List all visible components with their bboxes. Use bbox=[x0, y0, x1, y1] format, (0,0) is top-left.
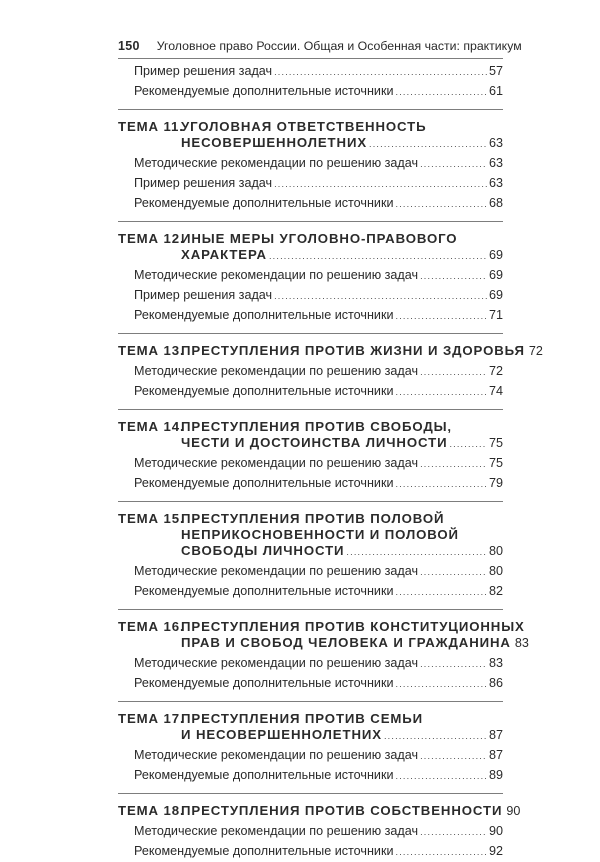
section-page: 69 bbox=[488, 248, 503, 262]
toc-entry-title: Рекомендуемые дополнительные источники bbox=[134, 308, 394, 322]
dot-leader bbox=[396, 583, 487, 602]
section-title: НЕПРИКОСНОВЕННОСТИ И ПОЛОВОЙ bbox=[181, 527, 459, 542]
toc-section bbox=[118, 619, 529, 694]
section-divider bbox=[118, 333, 503, 334]
toc-entry-title: Рекомендуемые дополнительные источники bbox=[134, 676, 394, 690]
section-heading-line bbox=[118, 619, 525, 635]
section-title: ПРЕСТУПЛЕНИЯ ПРОТИВ КОНСТИТУЦИОННЫХ bbox=[181, 619, 525, 634]
dot-leader bbox=[420, 563, 487, 582]
section-page: 80 bbox=[488, 544, 503, 558]
toc-entry-title: Рекомендуемые дополнительные источники bbox=[134, 844, 394, 858]
dot-leader bbox=[396, 195, 487, 214]
toc-entry bbox=[118, 842, 503, 862]
toc-entry-title: Рекомендуемые дополнительные источники bbox=[134, 84, 394, 98]
toc-entry-page: 61 bbox=[488, 84, 503, 98]
section-number: ТЕМА 12. bbox=[118, 231, 185, 246]
section-heading-line bbox=[118, 343, 543, 360]
toc-entry-page: 89 bbox=[488, 768, 503, 782]
section-title: ПРЕСТУПЛЕНИЯ ПРОТИВ ПОЛОВОЙ bbox=[181, 511, 445, 526]
toc-entry-title: Методические рекомендации по решению задач bbox=[134, 824, 419, 838]
section-page: 63 bbox=[488, 136, 503, 150]
dot-leader bbox=[274, 175, 487, 194]
toc-entry-title: Методические рекомендации по решению задач bbox=[134, 564, 419, 578]
section-divider bbox=[118, 109, 503, 110]
toc-section bbox=[118, 231, 503, 326]
dot-leader bbox=[420, 155, 487, 174]
section-heading-line bbox=[118, 247, 503, 264]
dot-leader bbox=[420, 655, 487, 674]
section-heading-line bbox=[118, 119, 503, 135]
toc-section bbox=[118, 419, 503, 494]
section-heading-line bbox=[118, 435, 503, 452]
dot-leader bbox=[384, 728, 487, 744]
section-page: 90 bbox=[506, 804, 521, 818]
toc-entry bbox=[118, 746, 503, 766]
dot-leader bbox=[274, 63, 487, 82]
section-heading-line bbox=[118, 635, 529, 652]
dot-leader bbox=[396, 383, 487, 402]
toc-entry bbox=[118, 766, 503, 786]
toc-entry bbox=[118, 266, 503, 286]
toc-entry-title: Пример решения задач bbox=[134, 176, 273, 190]
page-number: 150 bbox=[118, 39, 140, 53]
dot-leader bbox=[396, 767, 487, 786]
toc-entry-title: Рекомендуемые дополнительные источники bbox=[134, 384, 394, 398]
dot-leader bbox=[269, 248, 487, 264]
dot-leader bbox=[396, 843, 487, 862]
toc-entry-page: 69 bbox=[488, 288, 503, 302]
toc-entry bbox=[118, 674, 503, 694]
toc-entry-page: 75 bbox=[488, 456, 503, 470]
toc-entry bbox=[118, 194, 503, 214]
toc-entry bbox=[118, 174, 503, 194]
section-title: И НЕСОВЕРШЕННОЛЕТНИХ bbox=[181, 727, 382, 742]
dot-leader bbox=[346, 544, 487, 560]
table-of-contents bbox=[118, 62, 543, 862]
toc-entry bbox=[118, 454, 503, 474]
section-heading-line bbox=[118, 803, 521, 820]
toc-entry-title: Методические рекомендации по решению задач bbox=[134, 656, 419, 670]
toc-entry-title: Рекомендуемые дополнительные источники bbox=[134, 196, 394, 210]
toc-entry-page: 82 bbox=[488, 584, 503, 598]
toc-top-entries bbox=[118, 62, 503, 102]
section-page: 75 bbox=[488, 436, 503, 450]
section-number: ТЕМА 15. bbox=[118, 511, 185, 526]
toc-section bbox=[118, 343, 543, 402]
section-title: УГОЛОВНАЯ ОТВЕТСТВЕННОСТЬ bbox=[181, 119, 427, 134]
toc-entry-title: Методические рекомендации по решению задач bbox=[134, 748, 419, 762]
dot-leader bbox=[420, 363, 487, 382]
book-title: Уголовное право России. Общая и Особенная части: практикум bbox=[156, 39, 522, 53]
dot-leader bbox=[420, 823, 487, 842]
toc-section bbox=[118, 119, 503, 214]
toc-entry-page: 86 bbox=[488, 676, 503, 690]
toc-entry-title: Методические рекомендации по решению задач bbox=[134, 268, 419, 282]
section-number: ТЕМА 18. bbox=[118, 803, 185, 818]
dot-leader bbox=[420, 455, 487, 474]
dot-leader bbox=[396, 475, 487, 494]
toc-entry bbox=[118, 822, 503, 842]
section-title: ПРАВ И СВОБОД ЧЕЛОВЕКА И ГРАЖДАНИНА bbox=[181, 635, 511, 650]
toc-entry bbox=[118, 82, 503, 102]
section-heading-line bbox=[118, 527, 503, 543]
toc-entry-page: 74 bbox=[488, 384, 503, 398]
dot-leader bbox=[449, 436, 487, 452]
section-title: ПРЕСТУПЛЕНИЯ ПРОТИВ ЖИЗНИ И ЗДОРОВЬЯ bbox=[181, 343, 525, 358]
section-title: ПРЕСТУПЛЕНИЯ ПРОТИВ СЕМЬИ bbox=[181, 711, 424, 726]
section-title: ПРЕСТУПЛЕНИЯ ПРОТИВ СОБСТВЕННОСТИ bbox=[181, 803, 503, 818]
section-number: ТЕМА 14. bbox=[118, 419, 185, 434]
toc-entry bbox=[118, 306, 503, 326]
section-title: ИНЫЕ МЕРЫ УГОЛОВНО-ПРАВОВОГО bbox=[181, 231, 458, 246]
section-title: НЕСОВЕРШЕННОЛЕТНИХ bbox=[181, 135, 368, 150]
section-divider bbox=[118, 221, 503, 222]
section-heading-line bbox=[118, 511, 503, 527]
section-divider bbox=[118, 609, 503, 610]
toc-entry-title: Методические рекомендации по решению задач bbox=[134, 456, 419, 470]
running-header bbox=[118, 38, 522, 54]
toc-entry-title: Методические рекомендации по решению задач bbox=[134, 156, 419, 170]
toc-entry bbox=[118, 654, 503, 674]
section-divider bbox=[118, 793, 503, 794]
toc-entry-title: Пример решения задач bbox=[134, 64, 273, 78]
toc-entry-page: 57 bbox=[488, 64, 503, 78]
section-number: ТЕМА 11. bbox=[118, 119, 184, 134]
section-number: ТЕМА 13. bbox=[118, 343, 185, 358]
toc-entry-page: 92 bbox=[488, 844, 503, 858]
toc-entry-page: 79 bbox=[488, 476, 503, 490]
section-page: 72 bbox=[528, 344, 543, 358]
toc-entry-title: Методические рекомендации по решению задач bbox=[134, 364, 419, 378]
section-divider bbox=[118, 701, 503, 702]
toc-entry-page: 68 bbox=[488, 196, 503, 210]
section-page: 87 bbox=[488, 728, 503, 742]
toc-entry-page: 87 bbox=[488, 748, 503, 762]
toc-entry-page: 71 bbox=[488, 308, 503, 322]
section-title: ЧЕСТИ И ДОСТОИНСТВА ЛИЧНОСТИ bbox=[181, 435, 448, 450]
section-title: ХАРАКТЕРА bbox=[181, 247, 267, 262]
toc-entry-title: Рекомендуемые дополнительные источники bbox=[134, 476, 394, 490]
toc-entry-page: 83 bbox=[488, 656, 503, 670]
toc-entry-title: Рекомендуемые дополнительные источники bbox=[134, 768, 394, 782]
toc-entry-page: 90 bbox=[488, 824, 503, 838]
section-title: ПРЕСТУПЛЕНИЯ ПРОТИВ СВОБОДЫ, bbox=[181, 419, 452, 434]
toc-entry bbox=[118, 382, 503, 402]
dot-leader bbox=[396, 307, 487, 326]
section-page: 83 bbox=[514, 636, 529, 650]
dot-leader bbox=[274, 287, 487, 306]
toc-section bbox=[118, 711, 503, 786]
dot-leader bbox=[420, 267, 487, 286]
toc-entry-page: 72 bbox=[488, 364, 503, 378]
section-title: СВОБОДЫ ЛИЧНОСТИ bbox=[181, 543, 345, 558]
toc-entry bbox=[118, 582, 503, 602]
dot-leader bbox=[396, 675, 487, 694]
header-rule bbox=[118, 58, 503, 59]
toc-entry bbox=[118, 562, 503, 582]
toc-entry-page: 63 bbox=[488, 176, 503, 190]
toc-entry-title: Пример решения задач bbox=[134, 288, 273, 302]
section-heading-line bbox=[118, 135, 503, 152]
section-heading-line bbox=[118, 543, 503, 560]
toc-entry-page: 80 bbox=[488, 564, 503, 578]
toc-entry-title: Рекомендуемые дополнительные источники bbox=[134, 584, 394, 598]
dot-leader bbox=[369, 136, 487, 152]
section-heading-line bbox=[118, 711, 503, 727]
section-number: ТЕМА 16. bbox=[118, 619, 185, 634]
section-divider bbox=[118, 501, 503, 502]
toc-section bbox=[118, 511, 503, 602]
toc-entry bbox=[118, 474, 503, 494]
toc-section bbox=[118, 803, 521, 862]
section-heading-line bbox=[118, 727, 503, 744]
section-heading-line bbox=[118, 231, 503, 247]
toc-entry bbox=[118, 154, 503, 174]
dot-leader bbox=[396, 83, 487, 102]
toc-entry-page: 63 bbox=[488, 156, 503, 170]
toc-entry bbox=[118, 62, 503, 82]
section-number: ТЕМА 17. bbox=[118, 711, 185, 726]
section-divider bbox=[118, 409, 503, 410]
toc-entry bbox=[118, 362, 503, 382]
section-heading-line bbox=[118, 419, 503, 435]
toc-entry bbox=[118, 286, 503, 306]
toc-entry-page: 69 bbox=[488, 268, 503, 282]
